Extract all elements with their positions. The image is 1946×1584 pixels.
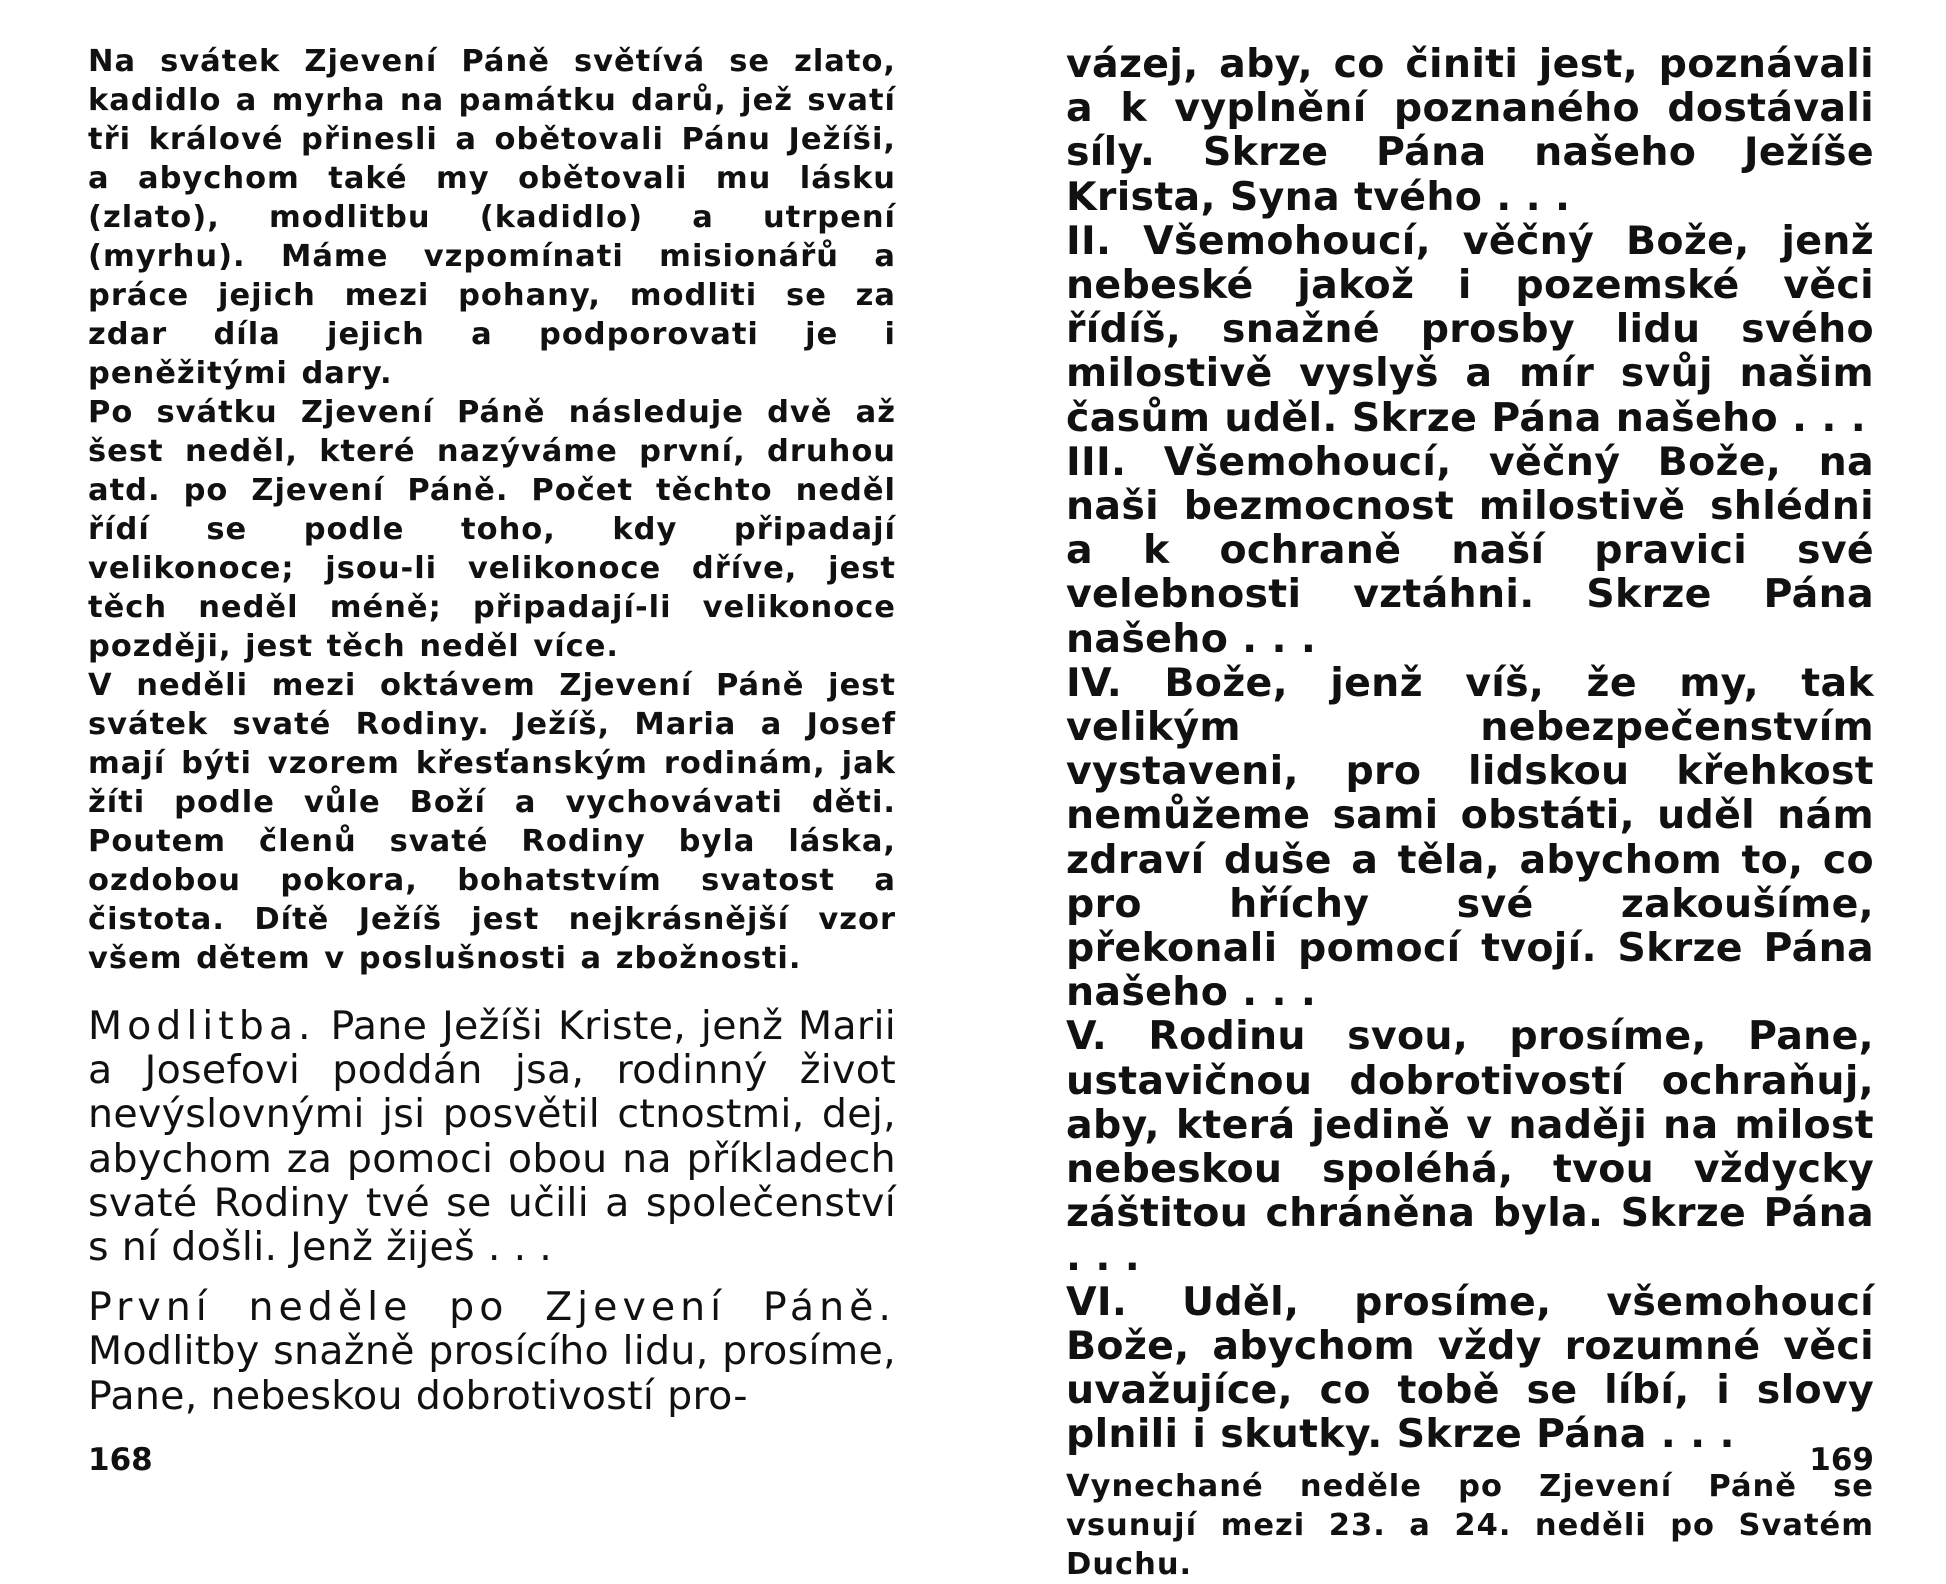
prayer-v: V. Rodinu svou, prosíme, Pane, ustavičnou dobrotivostí ochraňuj, aby, která jedině v naději na milost nebeskou spoléhá, tvou vždycky záštitou chráněna byla. Skrze Pána . . . [1066,1013,1874,1281]
left-page [88,42,896,1418]
prayer-ii: II. Všemohoucí, věčný Bože, jenž nebeské jakož i pozemské věci řídíš, snažné prosby lidu svého milostivě vyslyš a mír svůj našim časům uděl. Skrze Pána našeho . . . [1066,217,1874,441]
prayer-text: Pane Ježíši Kriste, jenž Marii a Josefovi poddán jsa, rodinný život nevýslovnými jsi posvětil ctnostmi, dej, abychom za pomoci obou na příkladech svaté Rodiny tvé se učili a společenství s ní došli. Jenž žiješ . . . [88,1003,896,1271]
first-sunday-heading: První neděle po Zjevení Páně. [88,1284,896,1331]
paragraph-sundays-after-epiphany: Po svátku Zjevení Páně následuje dvě až šest neděl, které nazýváme první, druhou atd. po Zjevení Páně. Počet těchto neděl řídí se podle toho, kdy připadají velikonoce; jsou-li velikonoce dříve, jest těch neděl méně; připadají-li velikonoce později, jest těch neděl více. [88,395,896,664]
prayer-lead: Modlitba. [88,1003,316,1049]
prayer-continuation: vázej, aby, co činiti jest, poznávali a k vyplnění poznaného dostávali síly. Skrze Pána našeho Ježíše Krista, Syna tvého . . . [1066,41,1874,220]
first-sunday-text: Modlitby snažně prosícího lidu, prosíme, Pane, nebeskou dobrotivostí pro- [88,1328,896,1419]
paragraph-epiphany-gifts: Na svátek Zjevení Páně světívá se zlato, kadidlo a myrha na památku darů, jež svatí tři králové přinesli a obětovali Pánu Ježíši, a abychom také my obětovali mu lásku (zlato), modlitbu (kadidlo) a utrpení (myrhu). Máme vzpomínati misionářů a práce jejich mezi pohany, modliti se za zdar díla jejich a podporovati je i peněžitými dary. [88,44,896,391]
page-number-left: 168 [88,1442,153,1478]
prayer-iii: III. Všemohoucí, věčný Bože, na naši bezmocnost milostivě shlédni a k ochraně naší pravici své velebnosti vztáhni. Skrze Pána našeho . . . [1066,438,1874,662]
right-page [1066,42,1874,1584]
paragraph-holy-family: V neděli mezi oktávem Zjevení Páně jest svátek svaté Rodiny. Ježíš, Maria a Josef mají býti vzorem křesťanským rodinám, jak žíti podle vůle Boží a vychovávati děti. Poutem členů svaté Rodiny byla láska, ozdobou pokora, bohatstvím svatost a čistota. Dítě Ježíš jest nejkrásnější vzor všem dětem v poslušnosti a zbožnosti. [88,668,896,976]
prayer-iv: IV. Bože, jenž víš, že my, tak velikým nebezpečenstvím vystaveni, pro lidskou křehkost nemůžeme sami obstáti, uděl nám zdraví duše a těla, abychom to, co pro hříchy své zakoušíme, překonali pomocí tvojí. Skrze Pána našeho . . . [1066,659,1874,1016]
prayer-holy-family [88,1004,896,1269]
note-omitted-sundays: Vynechané neděle po Zjevení Páně se vsunují mezi 23. a 24. neděli po Svatém Duchu. [1066,1468,1874,1582]
first-sunday-section [88,1285,896,1418]
prayer-vi: VI. Uděl, prosíme, všemohoucí Bože, abychom vždy rozumné věci uvažujíce, co tobě se líbí, i slovy plnili i skutky. Skrze Pána . . . [1066,1278,1874,1458]
page-number-right: 169 [1809,1442,1874,1478]
